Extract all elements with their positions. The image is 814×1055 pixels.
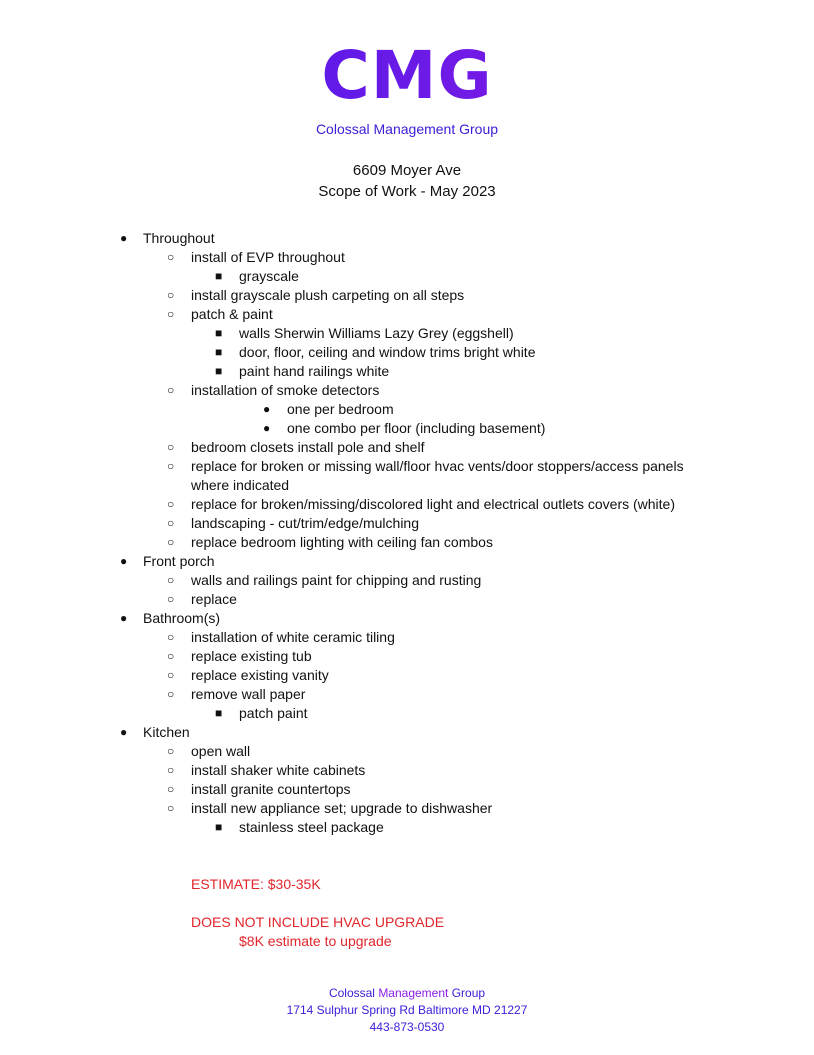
task-item xyxy=(0,305,814,324)
company-name: Colossal Management Group xyxy=(315,121,499,137)
sub-task-item xyxy=(0,704,814,723)
bullet-icon: ■ xyxy=(215,364,223,378)
bullet-icon: ○ xyxy=(167,801,175,815)
bullet-icon: ■ xyxy=(215,820,223,834)
scope-item-text: door, floor, ceiling and window trims bright white xyxy=(239,344,536,360)
scope-item-text: patch paint xyxy=(239,705,308,721)
scope-item-text: stainless steel package xyxy=(239,819,384,835)
scope-item-text: replace bedroom lighting with ceiling fan combos xyxy=(191,534,493,550)
task-item xyxy=(0,457,814,495)
bullet-icon: ○ xyxy=(167,668,175,682)
footer-company-part: Management xyxy=(378,986,449,1000)
section-item xyxy=(0,609,814,628)
scope-item-text: Front porch xyxy=(143,553,215,569)
bullet-icon: ● xyxy=(120,611,128,625)
task-item xyxy=(0,381,814,400)
bullet-icon: ○ xyxy=(167,459,175,473)
section-item xyxy=(0,552,814,571)
scope-item-text: replace existing vanity xyxy=(191,667,329,683)
footer-company-part: Colossal xyxy=(328,986,375,1000)
section-item xyxy=(0,229,814,248)
detail-item xyxy=(0,400,814,419)
bullet-icon: ○ xyxy=(167,744,175,758)
bullet-icon: ○ xyxy=(167,440,175,454)
bullet-icon: ■ xyxy=(215,706,223,720)
property-address: 6609 Moyer Ave xyxy=(352,162,462,179)
scope-item-text: bedroom closets install pole and shelf xyxy=(191,439,425,455)
task-item xyxy=(0,590,814,609)
scope-item-text: Kitchen xyxy=(143,724,190,740)
bullet-icon: ○ xyxy=(167,573,175,587)
footer-company xyxy=(0,985,814,1002)
scope-item-text: Bathroom(s) xyxy=(143,610,221,626)
footer-address: 1714 Sulphur Spring Rd Baltimore MD 21227 xyxy=(286,1003,528,1017)
task-item xyxy=(0,286,814,305)
sub-task-item xyxy=(0,818,814,837)
bullet-icon: ○ xyxy=(167,630,175,644)
document-heading xyxy=(0,160,814,202)
scope-item-text: patch & paint xyxy=(191,306,273,322)
scope-item-text: replace xyxy=(191,591,237,607)
bullet-icon: ● xyxy=(263,402,271,416)
bullet-icon: ● xyxy=(120,725,128,739)
task-item xyxy=(0,780,814,799)
document-title: Scope of Work - May 2023 xyxy=(318,183,496,200)
company-logo: CMG xyxy=(0,38,814,114)
footer-company-part: Group xyxy=(451,986,486,1000)
bullet-icon: ● xyxy=(120,231,128,245)
scope-item-text: paint hand railings white xyxy=(239,363,390,379)
bullet-icon: ○ xyxy=(167,307,175,321)
bullet-icon: ○ xyxy=(167,383,175,397)
section-item xyxy=(0,723,814,742)
bullet-icon: ○ xyxy=(167,516,175,530)
sub-task-item xyxy=(0,267,814,286)
sub-task-item xyxy=(0,362,814,381)
task-item xyxy=(0,571,814,590)
task-item xyxy=(0,514,814,533)
scope-item-text: grayscale xyxy=(239,268,299,284)
bullet-icon: ○ xyxy=(167,250,175,264)
bullet-icon: ○ xyxy=(167,497,175,511)
bullet-icon: ○ xyxy=(167,763,175,777)
bullet-icon: ■ xyxy=(215,326,223,340)
scope-item-text: replace for broken/missing/discolored light and electrical outlets covers (white) xyxy=(191,496,675,512)
bullet-icon: ○ xyxy=(167,649,175,663)
task-item xyxy=(0,666,814,685)
detail-item xyxy=(0,419,814,438)
sub-task-item xyxy=(0,343,814,362)
bullet-icon: ■ xyxy=(215,269,223,283)
task-item xyxy=(0,647,814,666)
scope-item-text: replace existing tub xyxy=(191,648,312,664)
footer-phone: 443-873-0530 xyxy=(369,1020,445,1034)
task-item xyxy=(0,761,814,780)
task-item xyxy=(0,799,814,818)
scope-item-text: walls Sherwin Williams Lazy Grey (eggshell) xyxy=(239,325,514,341)
bullet-icon: ● xyxy=(120,554,128,568)
bullet-icon: ■ xyxy=(215,345,223,359)
task-item xyxy=(0,438,814,457)
bullet-icon: ○ xyxy=(167,288,175,302)
scope-item-text: install new appliance set; upgrade to dishwasher xyxy=(191,800,493,816)
scope-item-text: walls and railings paint for chipping and rusting xyxy=(191,572,482,588)
scope-item-text: installation of white ceramic tiling xyxy=(191,629,395,645)
scope-item-text: remove wall paper xyxy=(191,686,306,702)
task-item xyxy=(0,495,814,514)
scope-item-text: one per bedroom xyxy=(287,401,394,417)
bullet-icon: ○ xyxy=(167,687,175,701)
task-item xyxy=(0,742,814,761)
scope-item-text: installation of smoke detectors xyxy=(191,382,380,398)
estimate-note: ESTIMATE: $30-35K xyxy=(191,876,321,892)
scope-item-text: install granite countertops xyxy=(191,781,351,797)
task-item xyxy=(0,628,814,647)
hvac-exclusion-note: DOES NOT INCLUDE HVAC UPGRADE xyxy=(191,914,445,930)
bullet-icon: ○ xyxy=(167,592,175,606)
scope-item-text: landscaping - cut/trim/edge/mulching xyxy=(191,515,420,531)
task-item xyxy=(0,248,814,267)
scope-item-text: install grayscale plush carpeting on all steps xyxy=(191,287,465,303)
hvac-estimate-note: $8K estimate to upgrade xyxy=(239,933,392,949)
footer xyxy=(0,985,814,1036)
scope-item-text: replace for broken or missing wall/floor hvac vents/door stoppers/access panels where indicated xyxy=(191,458,684,493)
scope-item-text: install of EVP throughout xyxy=(191,249,345,265)
scope-item-text: open wall xyxy=(191,743,251,759)
scope-item-text: one combo per floor (including basement) xyxy=(287,420,546,436)
scope-item-text: Throughout xyxy=(143,230,215,246)
scope-item-text: install shaker white cabinets xyxy=(191,762,366,778)
task-item xyxy=(0,533,814,552)
bullet-icon: ● xyxy=(263,421,271,435)
bullet-icon: ○ xyxy=(167,782,175,796)
scope-list xyxy=(0,229,814,837)
bullet-icon: ○ xyxy=(167,535,175,549)
task-item xyxy=(0,685,814,704)
sub-task-item xyxy=(0,324,814,343)
